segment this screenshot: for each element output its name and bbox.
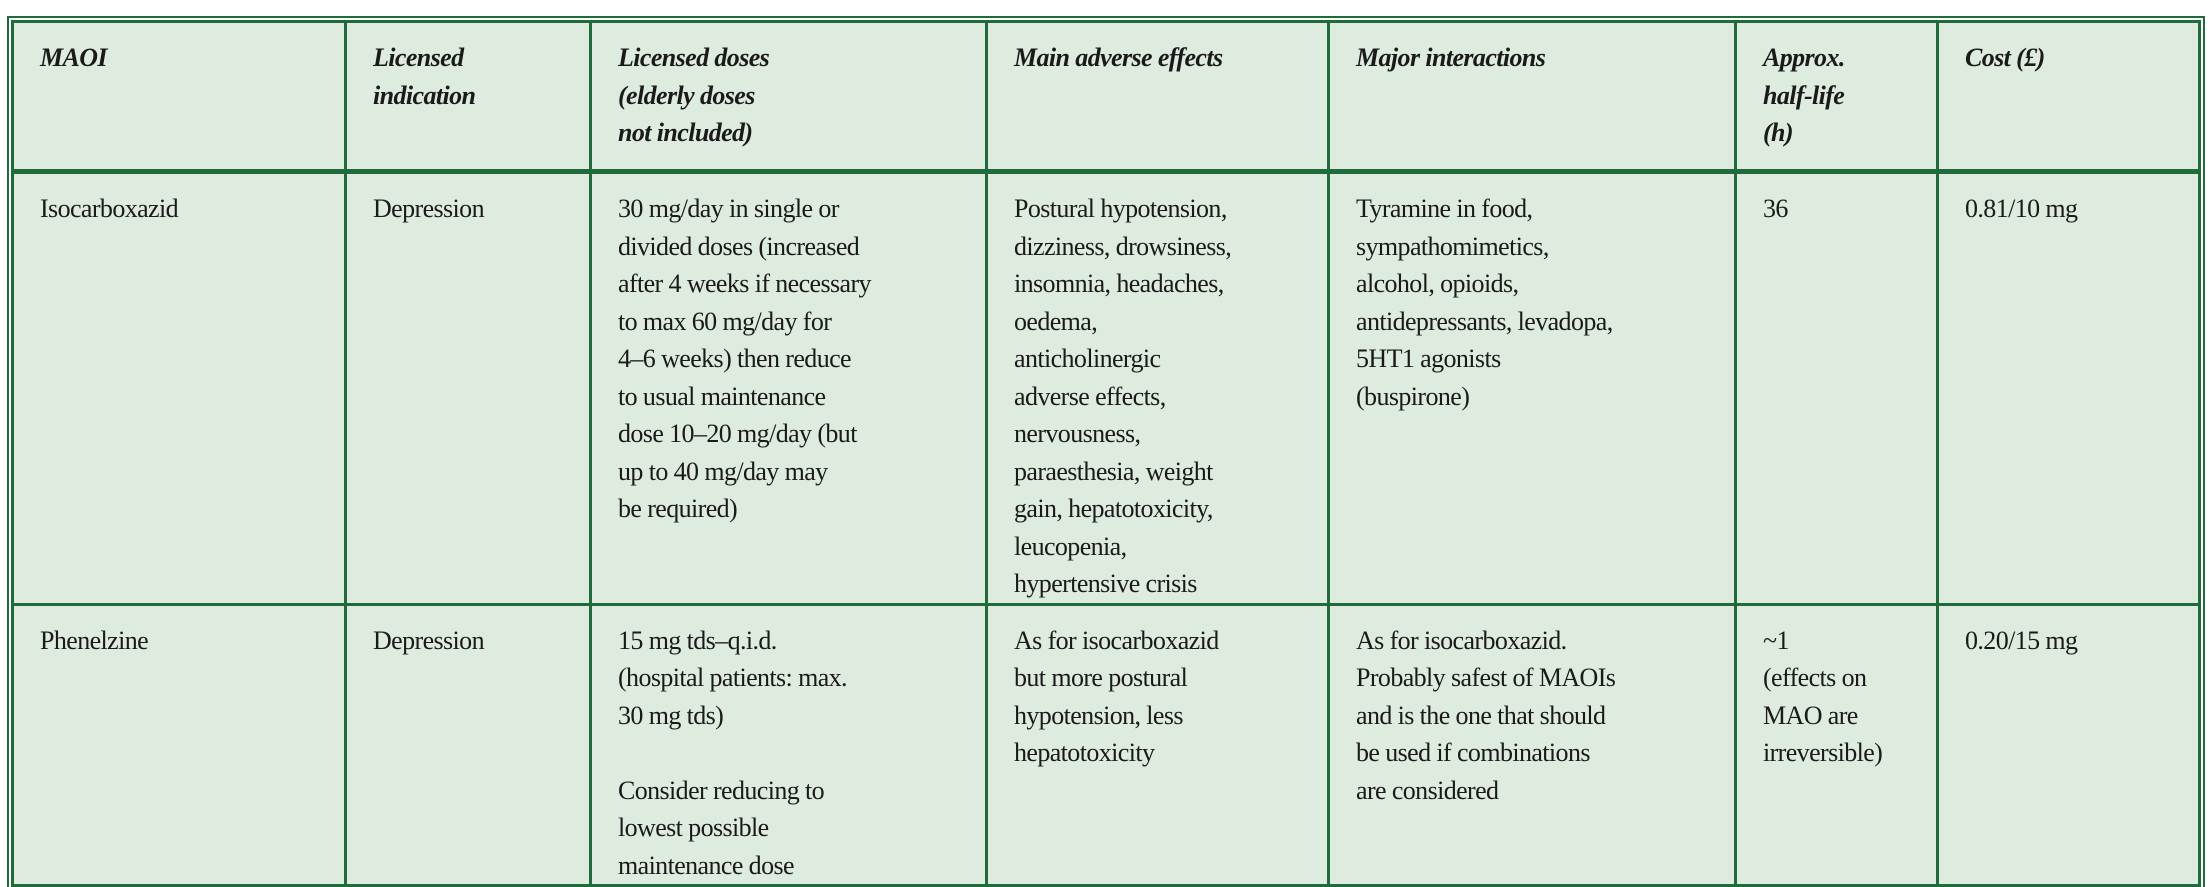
cell-cost: 0.81/10 mg — [1938, 172, 2200, 605]
cell-doses: 15 mg tds–q.i.d. (hospital patients: max. 30 mg tds) Consider reducing to lowest possible maintenance dose — [591, 604, 987, 886]
cell-half-life: 36 — [1736, 172, 1938, 605]
cell-indication: Depression — [346, 604, 591, 886]
cell-maoi: Phenelzine — [13, 604, 346, 886]
header-maoi: MAOI — [13, 22, 346, 172]
header-interactions: Major interactions — [1329, 22, 1736, 172]
cell-indication: Depression — [346, 172, 591, 605]
table-row — [13, 604, 2200, 886]
cell-interactions: Tyramine in food, sympathomimetics, alcohol, opioids, antidepressants, levadopa, 5HT1 agonists (buspirone) — [1329, 172, 1736, 605]
table-row — [13, 172, 2200, 605]
header-row — [13, 22, 2200, 172]
header-licensed-doses: Licensed doses (elderly doses not included) — [591, 22, 987, 172]
header-cost: Cost (£) — [1938, 22, 2200, 172]
maoi-table — [11, 20, 2201, 887]
cell-adverse-effects: Postural hypotension, dizziness, drowsiness, insomnia, headaches, oedema, anticholinergic adverse effects, nervousness, paraesthesia, weight gain, hepatotoxicity, leucopenia, hypertensive crisis — [987, 172, 1329, 605]
cell-cost: 0.20/15 mg — [1938, 604, 2200, 886]
cell-interactions: As for isocarboxazid. Probably safest of MAOIs and is the one that should be used if combinations are considered — [1329, 604, 1736, 886]
header-half-life: Approx. half-life (h) — [1736, 22, 1938, 172]
cell-half-life: ~1 (effects on MAO are irreversible) — [1736, 604, 1938, 886]
header-adverse-effects: Main adverse effects — [987, 22, 1329, 172]
cell-doses: 30 mg/day in single or divided doses (increased after 4 weeks if necessary to max 60 mg/day for 4–6 weeks) then reduce to usual maintenance dose 10–20 mg/day (but up to 40 mg/day may be required) — [591, 172, 987, 605]
header-licensed-indication: Licensed indication — [346, 22, 591, 172]
cell-adverse-effects: As for isocarboxazid but more postural hypotension, less hepatotoxicity — [987, 604, 1329, 886]
cell-maoi: Isocarboxazid — [13, 172, 346, 605]
